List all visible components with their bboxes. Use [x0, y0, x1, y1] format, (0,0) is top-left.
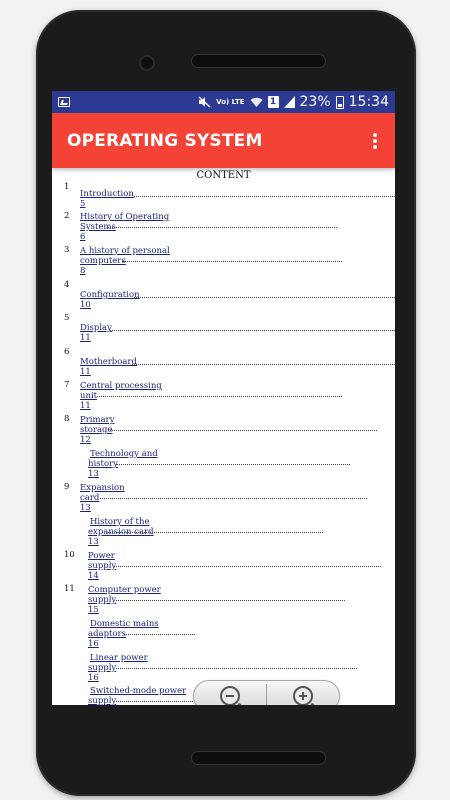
- toc-leader: [116, 668, 357, 669]
- toc-page[interactable]: 13: [88, 537, 99, 547]
- toc-number: 9: [64, 482, 70, 492]
- toc-page[interactable]: 5: [80, 199, 86, 209]
- toc-link[interactable]: Linear power supply: [88, 653, 148, 673]
- toc-link[interactable]: Domestic mains adaptors: [88, 619, 159, 639]
- toc-leader: [114, 566, 381, 567]
- toc-link[interactable]: History of Operating Systems: [80, 212, 170, 232]
- toc-page[interactable]: 16: [88, 639, 99, 649]
- toc-leader: [108, 227, 337, 228]
- toc-number: 2: [64, 211, 70, 221]
- status-bar: [52, 91, 395, 113]
- toc-leader: [122, 261, 342, 262]
- earpiece-speaker: [191, 54, 326, 68]
- toc-leader: [100, 498, 367, 499]
- toc-page[interactable]: 13: [88, 469, 99, 479]
- toc-leader: [110, 330, 395, 331]
- toc-number: 10: [64, 550, 75, 560]
- toc-link[interactable]: Power supply: [88, 551, 117, 571]
- network-type-label: Vo) LTE: [216, 97, 245, 106]
- toc-page[interactable]: 11: [80, 367, 91, 377]
- toc-page[interactable]: 12: [80, 435, 91, 445]
- toc-page[interactable]: 6: [80, 232, 86, 242]
- toc-link[interactable]: A history of personal computers: [80, 246, 170, 266]
- toc-page[interactable]: 11: [80, 333, 91, 343]
- toc-leader: [106, 532, 323, 533]
- toc-page[interactable]: 11: [80, 401, 91, 411]
- toc-leader: [116, 600, 345, 601]
- toc-page[interactable]: 15: [88, 605, 99, 615]
- toc-number: 8: [64, 414, 70, 424]
- toc-link[interactable]: Motherboard: [80, 357, 137, 367]
- toc-link[interactable]: Technology and history: [88, 449, 158, 469]
- toc-link[interactable]: Switched-mode power supply: [88, 686, 187, 705]
- bottom-speaker: [191, 751, 326, 765]
- toc-page[interactable]: 13: [80, 503, 91, 513]
- signal-icon: [284, 96, 295, 108]
- battery-icon: [336, 96, 344, 109]
- battery-percentage: 23%: [299, 94, 331, 110]
- toc-number: 5: [64, 313, 70, 323]
- wifi-icon: [250, 97, 263, 108]
- zoom-control: [193, 680, 340, 705]
- toc-link[interactable]: History of the expansion card: [88, 517, 154, 537]
- gallery-icon: [58, 97, 70, 107]
- toc-leader: [134, 297, 395, 298]
- toc-link[interactable]: Primary storage: [80, 415, 115, 435]
- sim-indicator: 1: [268, 96, 279, 108]
- toc-link[interactable]: Central processing unit: [80, 381, 162, 401]
- toc-number: 3: [64, 245, 70, 255]
- clock: 15:34: [348, 94, 389, 110]
- toc-page[interactable]: 16: [88, 673, 99, 683]
- toc-leader: [116, 464, 350, 465]
- toc-link[interactable]: Introduction: [80, 189, 134, 199]
- toc-link[interactable]: Display: [80, 323, 112, 333]
- toc-link[interactable]: Configuration: [80, 290, 140, 300]
- zoom-in-button[interactable]: [267, 681, 339, 705]
- toc-number: 6: [64, 347, 70, 357]
- toc-page[interactable]: 10: [80, 300, 91, 310]
- toc-leader: [134, 196, 395, 197]
- app-title: OPERATING SYSTEM: [67, 130, 263, 151]
- toc-leader: [132, 364, 395, 365]
- more-vertical-icon[interactable]: [369, 129, 381, 153]
- content-heading: CONTENT: [196, 170, 251, 181]
- screen: [52, 91, 395, 705]
- toc-number: 7: [64, 380, 70, 390]
- toc-leader: [110, 430, 377, 431]
- toc-number: 1: [64, 182, 70, 192]
- document-view[interactable]: [52, 168, 395, 705]
- toc-number: 11: [64, 584, 75, 594]
- toc-leader: [97, 396, 342, 397]
- toc-page[interactable]: 8: [80, 266, 86, 276]
- mute-icon: [198, 96, 211, 108]
- toc-link[interactable]: Computer power supply: [88, 585, 161, 605]
- toc-number: 4: [64, 280, 70, 290]
- toc-link[interactable]: Expansion card: [80, 483, 125, 503]
- app-bar: [52, 113, 395, 168]
- toc-leader: [124, 634, 195, 635]
- zoom-out-button[interactable]: [194, 681, 266, 705]
- zoom-out-icon: [220, 686, 240, 705]
- zoom-in-icon: [293, 686, 313, 705]
- toc-page[interactable]: 14: [88, 571, 99, 581]
- front-camera: [139, 55, 155, 71]
